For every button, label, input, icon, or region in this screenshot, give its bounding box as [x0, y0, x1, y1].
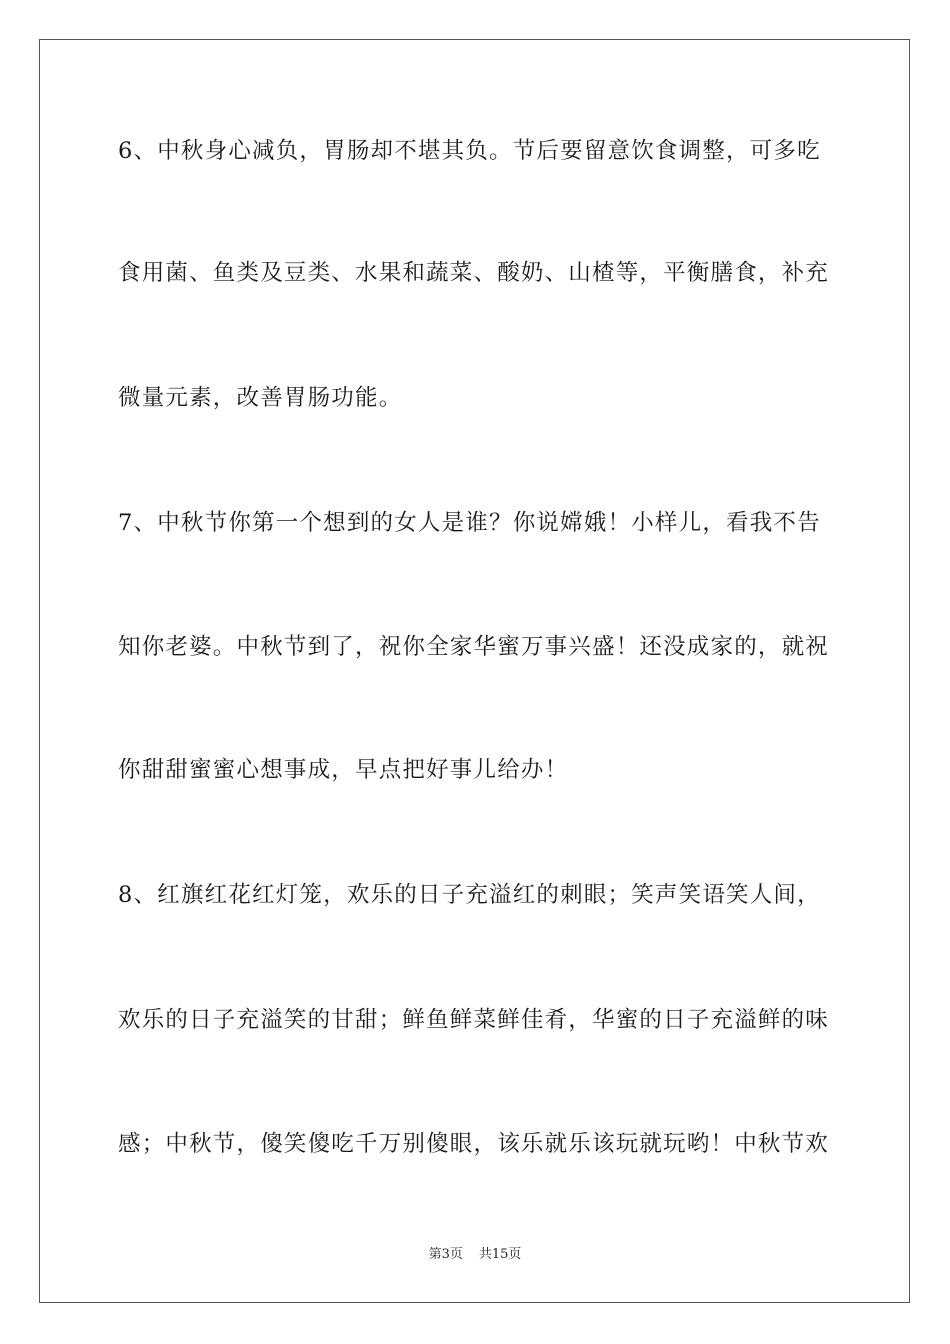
page-footer	[0, 1246, 950, 1264]
page-border	[39, 39, 910, 1303]
page-total: 共15页	[478, 1247, 522, 1262]
paragraph-8-line-3: 感；中秋节，傻笑傻吃千万别傻眼，该乐就乐该玩就玩哟！中秋节欢	[118, 1131, 830, 1157]
paragraph-6-line-2: 食用菌、鱼类及豆类、水果和蔬菜、酸奶、山楂等，平衡膳食，补充	[118, 260, 830, 286]
paragraph-6-line-3: 微量元素，改善胃肠功能。	[118, 385, 403, 411]
paragraph-8-line-1: 8、红旗红花红灯笼，欢乐的日子充溢红的刺眼；笑声笑语笑人间，	[118, 882, 821, 908]
paragraph-7-line-3: 你甜甜蜜蜜心想事成，早点把好事儿给办！	[118, 757, 569, 783]
paragraph-7-line-1: 7、中秋节你第一个想到的女人是谁？你说嫦娥！小样儿，看我不告	[118, 510, 821, 536]
paragraph-8-line-2: 欢乐的日子充溢笑的甘甜；鲜鱼鲜菜鲜佳肴，华蜜的日子充溢鲜的味	[118, 1007, 830, 1033]
paragraph-7-line-2: 知你老婆。中秋节到了，祝你全家华蜜万事兴盛！还没成家的，就祝	[118, 634, 830, 660]
page-number: 第3页	[428, 1247, 463, 1262]
paragraph-6-line-1: 6、中秋身心减负，胃肠却不堪其负。节后要留意饮食调整，可多吃	[118, 138, 821, 164]
